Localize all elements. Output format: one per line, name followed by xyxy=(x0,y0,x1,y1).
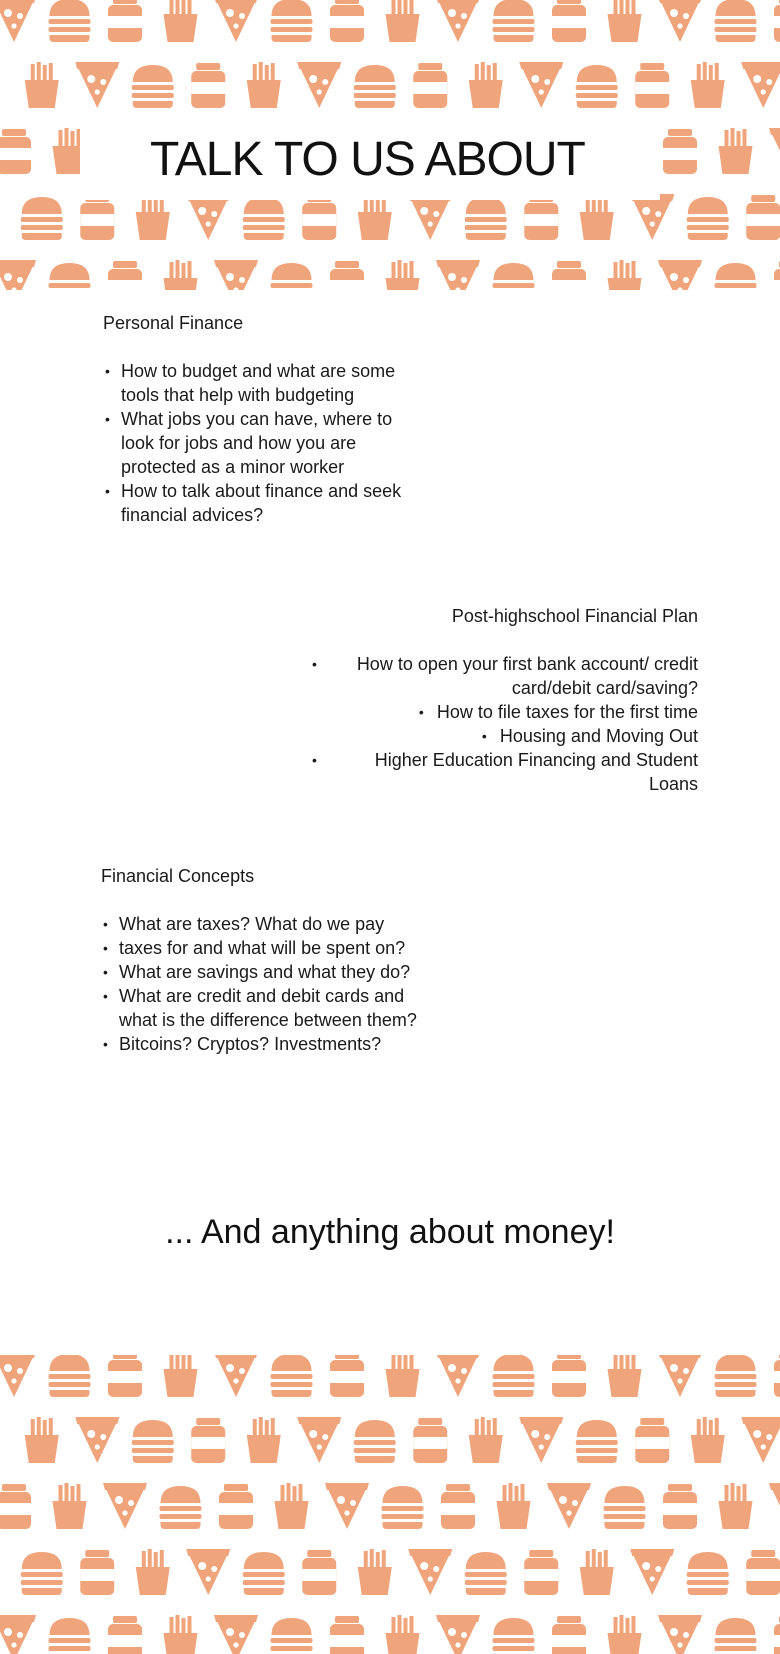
burger-icon xyxy=(547,1483,591,1529)
fries-icon xyxy=(608,1355,642,1397)
jar-icon xyxy=(552,0,586,42)
fries-icon xyxy=(580,194,614,240)
burger-icon xyxy=(687,197,729,240)
pizza-slice-icon xyxy=(49,1618,91,1654)
burger-icon xyxy=(715,0,757,42)
pizza-slice-icon xyxy=(0,1355,36,1397)
list-item: • How to talk about finance and seek financial advices? xyxy=(103,479,423,527)
food-pattern-svg xyxy=(0,1355,780,1654)
pizza-slice-icon xyxy=(630,194,674,240)
jar-icon xyxy=(774,0,780,42)
burger-icon xyxy=(635,1418,669,1463)
pizza-slice-icon xyxy=(658,0,702,42)
post-highschool-section xyxy=(330,604,698,796)
fries-icon xyxy=(519,1417,563,1463)
pizza-slice-icon xyxy=(497,1483,531,1529)
pizza-slice-icon xyxy=(49,263,91,290)
fries-icon xyxy=(214,260,258,290)
list-item-text: • Higher Education Financing and Student Loans xyxy=(330,748,698,796)
jar-icon xyxy=(164,1615,198,1654)
pizza-slice-icon xyxy=(408,1549,452,1595)
burger-icon xyxy=(493,0,535,42)
pizza-slice-icon xyxy=(436,0,480,42)
fries-icon xyxy=(493,1618,535,1654)
fries-icon xyxy=(75,1417,119,1463)
burger-icon xyxy=(715,1355,757,1397)
jar-icon xyxy=(436,260,480,290)
fries-icon xyxy=(741,62,780,108)
pizza-slice-icon xyxy=(354,1420,396,1463)
personal-finance-section xyxy=(103,311,423,527)
burger-icon xyxy=(465,1552,507,1595)
fries-icon xyxy=(164,1355,198,1397)
pizza-slice-icon xyxy=(658,1355,702,1397)
jar-icon xyxy=(524,195,558,240)
list-item-text: • Housing and Moving Out xyxy=(500,724,698,748)
pizza-slice-icon xyxy=(330,261,364,290)
pizza-slice-icon xyxy=(132,1420,174,1463)
fries-icon xyxy=(715,1618,757,1654)
burger-icon xyxy=(271,1355,313,1397)
pizza-slice-icon xyxy=(0,129,31,174)
fries-icon xyxy=(608,0,642,42)
fries-icon xyxy=(297,1417,341,1463)
pizza-slice-icon xyxy=(275,1483,309,1529)
jar-icon xyxy=(524,1550,558,1595)
fries-icon xyxy=(25,62,59,108)
jar-icon xyxy=(330,1355,364,1397)
burger-icon xyxy=(108,1616,142,1654)
fries-icon xyxy=(386,1355,420,1397)
burger-icon xyxy=(191,63,225,108)
pizza-slice-icon xyxy=(576,1420,618,1463)
burger-icon xyxy=(325,1483,369,1529)
fries-icon xyxy=(164,0,198,42)
burger-icon xyxy=(413,63,447,108)
burger-icon xyxy=(49,0,91,42)
jar-icon xyxy=(21,197,63,240)
list-item: • What are taxes? What do we pay xyxy=(101,912,441,936)
page-title: TALK TO US ABOUT xyxy=(150,133,585,186)
pizza-slice-icon xyxy=(132,65,174,108)
pizza-slice-icon xyxy=(354,65,396,108)
pizza-slice-icon xyxy=(552,1616,586,1654)
list-item-text: • How to file taxes for the first time xyxy=(437,700,698,724)
pizza-slice-icon xyxy=(271,263,313,290)
pizza-slice-icon xyxy=(719,1483,753,1529)
burger-icon xyxy=(386,260,420,290)
pizza-slice-icon xyxy=(774,261,780,290)
fries-icon xyxy=(580,1549,614,1595)
financial-concepts-section xyxy=(101,864,441,1056)
list-item: • How to budget and what are some tools that help with budgeting xyxy=(103,359,423,407)
food-pattern-bottom xyxy=(0,1355,780,1654)
closing-line: ... And anything about money! xyxy=(165,1213,615,1251)
pizza-slice-icon xyxy=(271,1618,313,1654)
jar-icon xyxy=(103,1483,147,1529)
pizza-slice-icon xyxy=(214,0,258,42)
jar-icon xyxy=(247,1417,281,1463)
section-heading: Post-highschool Financial Plan xyxy=(451,606,698,626)
jar-icon xyxy=(164,260,198,290)
burger-icon xyxy=(108,261,142,290)
jar-icon xyxy=(691,1417,725,1463)
burger-icon xyxy=(769,1483,780,1529)
burger-icon xyxy=(386,1615,420,1654)
burger-icon xyxy=(186,1549,230,1595)
jar-icon xyxy=(746,1550,780,1595)
jar-icon xyxy=(604,1486,646,1529)
jar-icon xyxy=(774,1355,780,1397)
burger-icon xyxy=(243,197,285,240)
burger-icon xyxy=(635,63,669,108)
jar-icon xyxy=(746,195,780,240)
burger-icon xyxy=(413,1418,447,1463)
fries-icon xyxy=(219,1484,253,1529)
pizza-slice-icon xyxy=(630,1549,674,1595)
fries-icon xyxy=(493,263,535,290)
list-item: • What are savings and what they do? xyxy=(101,960,441,984)
list-item xyxy=(330,724,698,748)
pizza-slice-icon xyxy=(136,194,170,240)
jar-icon xyxy=(247,62,281,108)
burger-icon xyxy=(243,1552,285,1595)
fries-icon xyxy=(715,263,757,290)
list-item: • What jobs you can have, where to look for jobs and how you are protected as a minor worker xyxy=(103,407,423,479)
jar-icon xyxy=(330,0,364,42)
jar-icon xyxy=(302,195,336,240)
pizza-slice-icon xyxy=(136,1549,170,1595)
jar-icon xyxy=(658,1615,702,1654)
jar-icon xyxy=(382,1486,424,1529)
list-item xyxy=(330,748,698,796)
burger-icon xyxy=(53,1483,87,1529)
burger-icon xyxy=(186,194,230,240)
fries-icon xyxy=(75,62,119,108)
jar-icon xyxy=(552,1355,586,1397)
jar-icon xyxy=(469,1417,503,1463)
burger-icon xyxy=(49,1355,91,1397)
fries-icon xyxy=(297,62,341,108)
list-item: • What are credit and debit cards and what is the difference between them? xyxy=(101,984,441,1032)
fries-icon xyxy=(358,1549,392,1595)
jar-icon xyxy=(469,62,503,108)
fries-icon xyxy=(441,1484,475,1529)
burger-icon xyxy=(769,128,780,174)
burger-icon xyxy=(271,0,313,42)
jar-icon xyxy=(108,0,142,42)
pizza-slice-icon xyxy=(552,261,586,290)
topic-list xyxy=(101,912,441,1056)
burger-icon xyxy=(191,1418,225,1463)
list-item xyxy=(330,652,698,700)
list-item: • Bitcoins? Cryptos? Investments? xyxy=(101,1032,441,1056)
fries-icon xyxy=(0,1615,36,1654)
section-heading: Financial Concepts xyxy=(101,866,255,886)
fries-icon xyxy=(358,194,392,240)
burger-icon xyxy=(493,1355,535,1397)
burger-icon xyxy=(465,197,507,240)
fries-icon xyxy=(519,62,563,108)
list-item: • taxes for and what will be spent on? xyxy=(101,936,441,960)
topic-list xyxy=(103,359,423,527)
pizza-slice-icon xyxy=(436,1355,480,1397)
fries-icon xyxy=(0,260,36,290)
fries-icon xyxy=(80,195,114,240)
jar-icon xyxy=(21,1552,63,1595)
fries-icon xyxy=(80,1550,114,1595)
fries-icon xyxy=(663,1484,697,1529)
fries-icon xyxy=(25,1417,59,1463)
burger-icon xyxy=(687,1552,729,1595)
pizza-slice-icon xyxy=(0,0,36,42)
pizza-slice-icon xyxy=(214,1355,258,1397)
fries-icon xyxy=(214,1615,258,1654)
jar-icon xyxy=(691,62,725,108)
fries-icon xyxy=(663,129,697,174)
pizza-slice-icon xyxy=(576,65,618,108)
jar-icon xyxy=(658,260,702,290)
jar-icon xyxy=(302,1550,336,1595)
list-item-text: • How to open your first bank account/ credit card/debit card/saving? xyxy=(330,652,698,700)
jar-icon xyxy=(160,1486,202,1529)
list-item xyxy=(330,700,698,724)
pizza-slice-icon xyxy=(719,128,753,174)
section-heading: Personal Finance xyxy=(103,313,244,333)
pizza-slice-icon xyxy=(330,1616,364,1654)
jar-icon xyxy=(436,1615,480,1654)
pizza-slice-icon xyxy=(774,1616,780,1654)
pizza-slice-icon xyxy=(408,194,452,240)
jar-icon xyxy=(108,1355,142,1397)
fries-icon xyxy=(741,1417,780,1463)
burger-icon xyxy=(608,1615,642,1654)
topic-list xyxy=(330,652,698,796)
pizza-slice-icon xyxy=(0,1484,31,1529)
fries-icon xyxy=(386,0,420,42)
burger-icon xyxy=(608,260,642,290)
